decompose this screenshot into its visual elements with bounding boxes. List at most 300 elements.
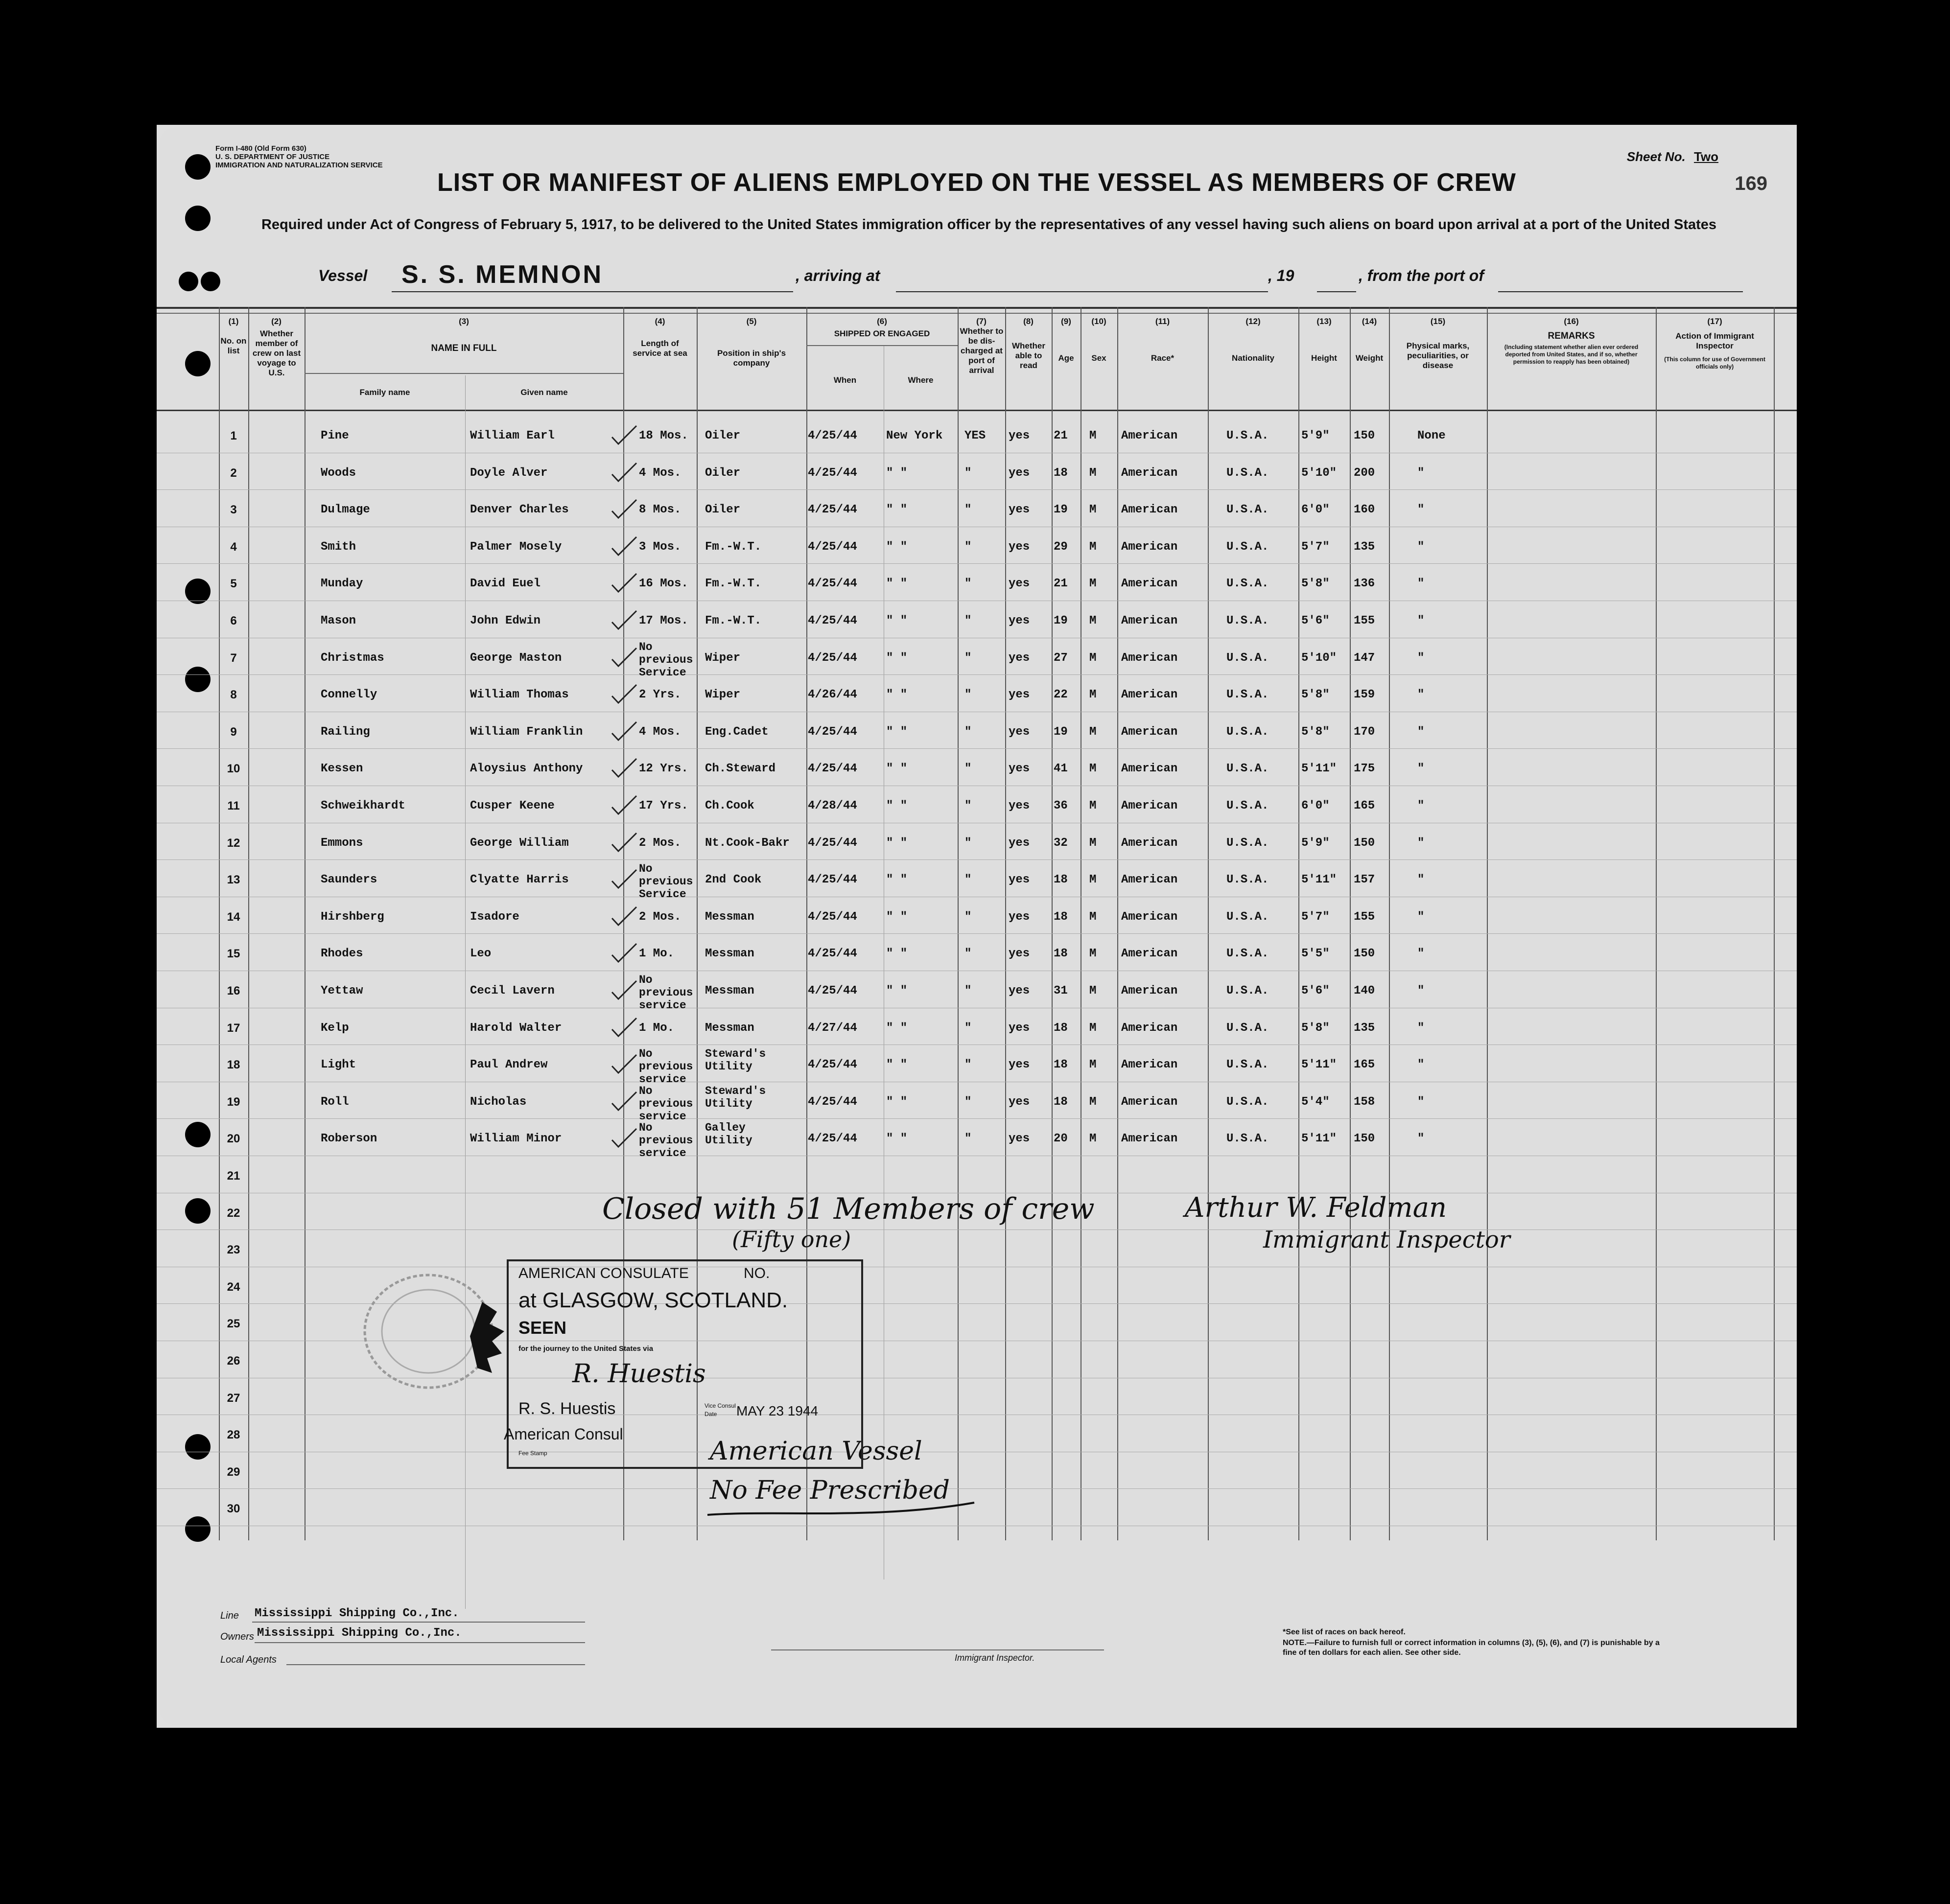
shipped-where: " "	[886, 836, 908, 850]
check-mark-icon	[610, 497, 639, 522]
given-name: Paul Andrew	[470, 1058, 548, 1072]
shipped-when: 4/25/44	[808, 503, 857, 517]
family-name: Dulmage	[321, 503, 370, 517]
race: American	[1121, 614, 1178, 627]
header-shipped-engaged: SHIPPED OR ENGAGED	[834, 329, 930, 338]
shipped-where: " "	[886, 1132, 908, 1146]
weight: 170	[1354, 725, 1375, 739]
shipped-when: 4/25/44	[808, 466, 857, 480]
physical-marks: "	[1417, 947, 1425, 961]
shipped-when: 4/25/44	[808, 873, 857, 887]
page-title: LIST OR MANIFEST OF ALIENS EMPLOYED ON THE VESSEL AS MEMBERS OF CREW	[437, 168, 1516, 197]
nationality: U.S.A.	[1226, 799, 1269, 813]
shipped-where: " "	[886, 762, 908, 776]
department: U. S. DEPARTMENT OF JUSTICE	[215, 153, 330, 161]
physical-marks: "	[1417, 725, 1425, 739]
header-where: Where	[908, 375, 934, 385]
age: 21	[1054, 577, 1068, 591]
col-divider	[1005, 307, 1006, 1540]
able-to-read: yes	[1009, 1095, 1030, 1109]
shipped-where: " "	[886, 466, 908, 480]
age: 31	[1054, 984, 1068, 998]
consular-seal-icon	[360, 1268, 521, 1400]
sex: M	[1089, 1058, 1097, 1072]
sex: M	[1089, 429, 1097, 442]
weight: 147	[1354, 651, 1375, 665]
race: American	[1121, 1021, 1178, 1035]
weight: 175	[1354, 762, 1375, 776]
position: Ch.Cook	[705, 799, 754, 813]
position: Steward's Utility	[705, 1084, 766, 1110]
check-mark-icon	[610, 423, 639, 448]
length-of-service: 8 Mos.	[639, 503, 681, 517]
punch-hole	[179, 272, 198, 291]
discharged: "	[964, 540, 972, 554]
col-num: (8)	[1023, 317, 1034, 326]
physical-marks: None	[1417, 429, 1446, 442]
shipped-when: 4/25/44	[808, 1132, 857, 1146]
height: 5'9"	[1301, 836, 1330, 850]
service-name: IMMIGRATION AND NATURALIZATION SERVICE	[215, 161, 383, 169]
nationality: U.S.A.	[1226, 836, 1269, 850]
shipped-where: " "	[886, 614, 908, 627]
row-number: 13	[227, 873, 240, 887]
able-to-read: yes	[1009, 688, 1030, 702]
age: 19	[1054, 725, 1068, 739]
header-family-name: Family name	[359, 388, 410, 397]
able-to-read: yes	[1009, 1021, 1030, 1035]
fifty-one-note: (Fifty one)	[732, 1226, 851, 1253]
year-label: , 19	[1268, 267, 1294, 284]
header-sex: Sex	[1091, 353, 1106, 363]
given-name: William Thomas	[470, 688, 569, 702]
header-last-voyage: Whether member of crew on last voyage to U.S.	[252, 329, 301, 377]
discharged: "	[964, 1132, 972, 1146]
header-action-sub: (This column for use of Government officials only)	[1664, 356, 1765, 370]
age: 18	[1054, 1095, 1068, 1109]
family-name: Smith	[321, 540, 356, 554]
race: American	[1121, 688, 1178, 702]
nationality: U.S.A.	[1226, 725, 1269, 739]
port-underline	[1498, 291, 1743, 292]
position: Steward's Utility	[705, 1047, 766, 1073]
line-label: Line	[220, 1610, 239, 1621]
given-name: William Earl	[470, 429, 555, 442]
col-num: (11)	[1155, 317, 1170, 326]
sex: M	[1089, 725, 1097, 739]
header-race: Race*	[1151, 353, 1175, 363]
arriving-underline	[896, 291, 1268, 292]
position: Wiper	[705, 651, 741, 665]
family-name: Christmas	[321, 651, 384, 665]
race: American	[1121, 725, 1178, 739]
header-when: When	[833, 375, 857, 385]
punch-hole	[201, 272, 220, 291]
header-given-name: Given name	[520, 388, 568, 397]
weight: 150	[1354, 947, 1375, 961]
length-of-service: 16 Mos.	[639, 577, 688, 591]
stamp-fee-label: Fee Stamp	[518, 1450, 547, 1457]
given-name: William Minor	[470, 1132, 562, 1146]
position: Oiler	[705, 429, 741, 442]
race: American	[1121, 1132, 1178, 1146]
check-mark-icon	[610, 1016, 639, 1040]
shipped-when: 4/25/44	[808, 614, 857, 627]
check-mark-icon	[610, 941, 639, 966]
able-to-read: yes	[1009, 540, 1030, 554]
row-rule	[157, 748, 1797, 749]
discharged: YES	[964, 429, 986, 442]
name-header-rule	[305, 373, 623, 374]
given-name: Palmer Mosely	[470, 540, 562, 554]
shipped-when: 4/25/44	[808, 725, 857, 739]
race: American	[1121, 836, 1178, 850]
physical-marks: "	[1417, 910, 1425, 924]
shipped-when: 4/25/44	[808, 540, 857, 554]
race: American	[1121, 1095, 1178, 1109]
punch-hole	[185, 206, 211, 231]
physical-marks: "	[1417, 688, 1425, 702]
row-number: 5	[230, 577, 237, 591]
stamp-city: at GLASGOW, SCOTLAND.	[518, 1288, 788, 1312]
age: 22	[1054, 688, 1068, 702]
header-bottom-rule	[157, 410, 1797, 411]
underline-stroke	[705, 1500, 979, 1520]
position: 2nd Cook	[705, 873, 762, 887]
nationality: U.S.A.	[1226, 1021, 1269, 1035]
row-number: 26	[227, 1354, 240, 1368]
height: 5'6"	[1301, 984, 1330, 998]
header-able-to-read: Whether able to read	[1012, 341, 1045, 370]
height: 5'11"	[1301, 762, 1337, 776]
physical-marks: "	[1417, 614, 1425, 627]
nationality: U.S.A.	[1226, 688, 1269, 702]
sex: M	[1089, 651, 1097, 665]
length-of-service: No previous service	[639, 1047, 693, 1086]
able-to-read: yes	[1009, 429, 1030, 442]
length-of-service: 17 Yrs.	[639, 799, 688, 813]
header-length-of-service: Length of service at sea	[633, 339, 687, 358]
race: American	[1121, 984, 1178, 998]
row-number: 9	[230, 725, 237, 739]
col-divider	[1774, 307, 1775, 1540]
sex: M	[1089, 910, 1097, 924]
stamp-date: MAY 23 1944	[736, 1403, 819, 1418]
table-rule	[157, 313, 1797, 314]
given-name: Cecil Lavern	[470, 984, 555, 998]
shipped-when: 4/25/44	[808, 910, 857, 924]
able-to-read: yes	[1009, 762, 1030, 776]
physical-marks: "	[1417, 836, 1425, 850]
nationality: U.S.A.	[1226, 984, 1269, 998]
height: 5'5"	[1301, 947, 1330, 961]
sex: M	[1089, 688, 1097, 702]
position: Ch.Steward	[705, 762, 776, 776]
age: 18	[1054, 873, 1068, 887]
col-num: (3)	[459, 317, 469, 326]
physical-marks: "	[1417, 873, 1425, 887]
given-name: Denver Charles	[470, 503, 569, 517]
height: 5'7"	[1301, 540, 1330, 554]
stamp-no: NO.	[744, 1265, 770, 1281]
discharged: "	[964, 1095, 972, 1109]
shipped-where: " "	[886, 688, 908, 702]
row-number: 21	[227, 1169, 240, 1183]
col-num: (2)	[271, 317, 282, 326]
row-number: 17	[227, 1021, 240, 1035]
row-number: 14	[227, 910, 240, 924]
family-name: Connelly	[321, 688, 377, 702]
col-num: (17)	[1707, 317, 1722, 326]
header-remarks-sub: (Including statement whether alien ever ordered deported from United States, and if so, whether permission to reapply has been obtained)	[1504, 344, 1639, 365]
sheet-label: Sheet No.	[1626, 149, 1686, 164]
length-of-service: No previous service	[639, 1084, 693, 1123]
row-number: 8	[230, 688, 237, 702]
given-name: Cusper Keene	[470, 799, 555, 813]
check-mark-icon	[610, 905, 639, 929]
row-number: 4	[230, 540, 237, 554]
nationality: U.S.A.	[1226, 762, 1269, 776]
stamp-date-label: Date	[705, 1411, 717, 1417]
shipped-where: New York	[886, 429, 943, 442]
check-mark-icon	[610, 978, 639, 1003]
shipped-where: " "	[886, 984, 908, 998]
height: 5'4"	[1301, 1095, 1330, 1109]
length-of-service: No previous Service	[639, 640, 693, 679]
shipped-when: 4/25/44	[808, 947, 857, 961]
age: 36	[1054, 799, 1068, 813]
col-num: (15)	[1430, 317, 1446, 326]
able-to-read: yes	[1009, 614, 1030, 627]
form-number: Form I-480 (Old Form 630)	[215, 144, 306, 153]
age: 27	[1054, 651, 1068, 665]
weight: 150	[1354, 429, 1375, 442]
row-number: 30	[227, 1502, 240, 1516]
length-of-service: 1 Mo.	[639, 1021, 675, 1035]
able-to-read: yes	[1009, 984, 1030, 998]
given-name: John Edwin	[470, 614, 541, 627]
age: 29	[1054, 540, 1068, 554]
shipped-where: " "	[886, 503, 908, 517]
discharged: "	[964, 799, 972, 813]
length-of-service: No previous service	[639, 1121, 693, 1160]
able-to-read: yes	[1009, 1132, 1030, 1146]
agents-underline	[286, 1664, 585, 1665]
shipped-when: 4/25/44	[808, 429, 857, 442]
check-mark-icon	[610, 646, 639, 670]
col-num: (6)	[877, 317, 887, 326]
weight: 165	[1354, 1058, 1375, 1072]
given-name: Doyle Alver	[470, 466, 548, 480]
header-height: Height	[1311, 353, 1337, 363]
row-rule	[157, 1488, 1797, 1489]
row-number: 2	[230, 466, 237, 480]
stamp-name: R. S. Huestis	[518, 1399, 616, 1418]
discharged: "	[964, 503, 972, 517]
weight: 200	[1354, 466, 1375, 480]
check-mark-icon	[610, 1052, 639, 1077]
col-divider	[465, 375, 466, 1609]
col-num: (7)	[976, 317, 987, 326]
header-name-in-full: NAME IN FULL	[431, 343, 497, 353]
family-name: Yettaw	[321, 984, 363, 998]
col-num: (14)	[1362, 317, 1377, 326]
check-mark-icon	[610, 571, 639, 596]
family-name: Light	[321, 1058, 356, 1072]
weight: 140	[1354, 984, 1375, 998]
physical-marks: "	[1417, 503, 1425, 517]
length-of-service: 2 Mos.	[639, 836, 681, 850]
shipped-header-rule	[806, 345, 958, 346]
shipped-where: " "	[886, 873, 908, 887]
weight: 150	[1354, 836, 1375, 850]
given-name: George Maston	[470, 651, 562, 665]
col-num: (5)	[746, 317, 757, 326]
row-rule	[157, 674, 1797, 675]
sex: M	[1089, 466, 1097, 480]
given-name: George William	[470, 836, 569, 850]
header-age: Age	[1058, 353, 1074, 363]
col-num: (1)	[228, 317, 239, 326]
able-to-read: yes	[1009, 836, 1030, 850]
closing-note: Closed with 51 Members of crew	[602, 1192, 1095, 1226]
col-divider	[958, 307, 959, 1540]
col-num: (4)	[655, 317, 665, 326]
nationality: U.S.A.	[1226, 614, 1269, 627]
able-to-read: yes	[1009, 799, 1030, 813]
shipped-when: 4/25/44	[808, 1095, 857, 1109]
row-number: 1	[230, 429, 237, 442]
height: 5'8"	[1301, 577, 1330, 591]
check-mark-icon	[610, 608, 639, 633]
physical-marks: "	[1417, 1021, 1425, 1035]
shipped-when: 4/25/44	[808, 984, 857, 998]
stamp-consulate: AMERICAN CONSULATE	[518, 1265, 689, 1281]
form-id	[215, 144, 383, 169]
able-to-read: yes	[1009, 577, 1030, 591]
race: American	[1121, 540, 1178, 554]
position: Oiler	[705, 503, 741, 517]
sheet-value: Two	[1693, 149, 1718, 164]
check-mark-icon	[610, 831, 639, 855]
check-mark-icon	[610, 720, 639, 744]
given-name: Harold Walter	[470, 1021, 562, 1035]
weight: 150	[1354, 1132, 1375, 1146]
agents-label: Local Agents	[220, 1654, 277, 1665]
row-number: 11	[227, 799, 240, 813]
physical-marks: "	[1417, 577, 1425, 591]
check-mark-icon	[610, 682, 639, 707]
race: American	[1121, 947, 1178, 961]
header-discharged: Whether to be dis-charged at port of arrival	[960, 326, 1004, 375]
row-number: 7	[230, 651, 237, 665]
col-num: (10)	[1091, 317, 1106, 326]
stamp-vice-consul: Vice Consul	[705, 1402, 736, 1409]
check-mark-icon	[610, 756, 639, 781]
position: Wiper	[705, 688, 741, 702]
row-rule	[157, 489, 1797, 490]
family-name: Emmons	[321, 836, 363, 850]
age: 41	[1054, 762, 1068, 776]
height: 5'11"	[1301, 1058, 1337, 1072]
weight: 160	[1354, 503, 1375, 517]
given-name: David Euel	[470, 577, 541, 591]
col-divider	[248, 307, 249, 1540]
physical-marks: "	[1417, 799, 1425, 813]
age: 18	[1054, 1058, 1068, 1072]
owners-underline	[255, 1642, 585, 1643]
col-divider	[1656, 307, 1657, 1540]
sex: M	[1089, 577, 1097, 591]
header-remarks: REMARKS	[1548, 331, 1595, 341]
discharged: "	[964, 688, 972, 702]
length-of-service: No previous Service	[639, 862, 693, 901]
check-mark-icon	[610, 461, 639, 485]
shipped-where: " "	[886, 725, 908, 739]
family-name: Saunders	[321, 873, 377, 887]
shipped-when: 4/25/44	[808, 836, 857, 850]
race: American	[1121, 429, 1178, 442]
race: American	[1121, 762, 1178, 776]
shipped-where: " "	[886, 1058, 908, 1072]
sex: M	[1089, 1021, 1097, 1035]
row-rule	[157, 859, 1797, 860]
age: 20	[1054, 1132, 1068, 1146]
inspector-label: Immigrant Inspector.	[955, 1653, 1035, 1663]
position: Fm.-W.T.	[705, 577, 762, 591]
row-rule	[157, 563, 1797, 564]
physical-marks: "	[1417, 466, 1425, 480]
family-name: Roll	[321, 1095, 349, 1109]
length-of-service: 18 Mos.	[639, 429, 688, 442]
shipped-where: " "	[886, 947, 908, 961]
height: 5'8"	[1301, 725, 1330, 739]
height: 5'10"	[1301, 466, 1337, 480]
length-of-service: 1 Mo.	[639, 947, 675, 961]
race: American	[1121, 1058, 1178, 1072]
sheet-number	[1627, 149, 1718, 164]
vessel-label: Vessel	[318, 267, 368, 284]
age: 18	[1054, 910, 1068, 924]
position: Messman	[705, 984, 754, 998]
shipped-where: " "	[886, 577, 908, 591]
shipped-when: 4/25/44	[808, 651, 857, 665]
height: 5'11"	[1301, 873, 1337, 887]
shipped-when: 4/28/44	[808, 799, 857, 813]
family-name: Rhodes	[321, 947, 363, 961]
sex: M	[1089, 614, 1097, 627]
line-value: Mississippi Shipping Co.,Inc.	[255, 1607, 459, 1620]
height: 5'6"	[1301, 614, 1330, 627]
position: Galley Utility	[705, 1121, 752, 1147]
discharged: "	[964, 1058, 972, 1072]
sex: M	[1089, 799, 1097, 813]
col-num: (9)	[1061, 317, 1071, 326]
owners-label: Owners	[220, 1631, 254, 1642]
nationality: U.S.A.	[1226, 577, 1269, 591]
age: 18	[1054, 1021, 1068, 1035]
line-underline	[252, 1622, 585, 1623]
length-of-service: 4 Mos.	[639, 466, 681, 480]
sex: M	[1089, 873, 1097, 887]
nationality: U.S.A.	[1226, 466, 1269, 480]
position: Fm.-W.T.	[705, 540, 762, 554]
height: 6'0"	[1301, 799, 1330, 813]
age: 18	[1054, 466, 1068, 480]
check-mark-icon	[610, 867, 639, 892]
age: 19	[1054, 614, 1068, 627]
col-num: (13)	[1316, 317, 1332, 326]
